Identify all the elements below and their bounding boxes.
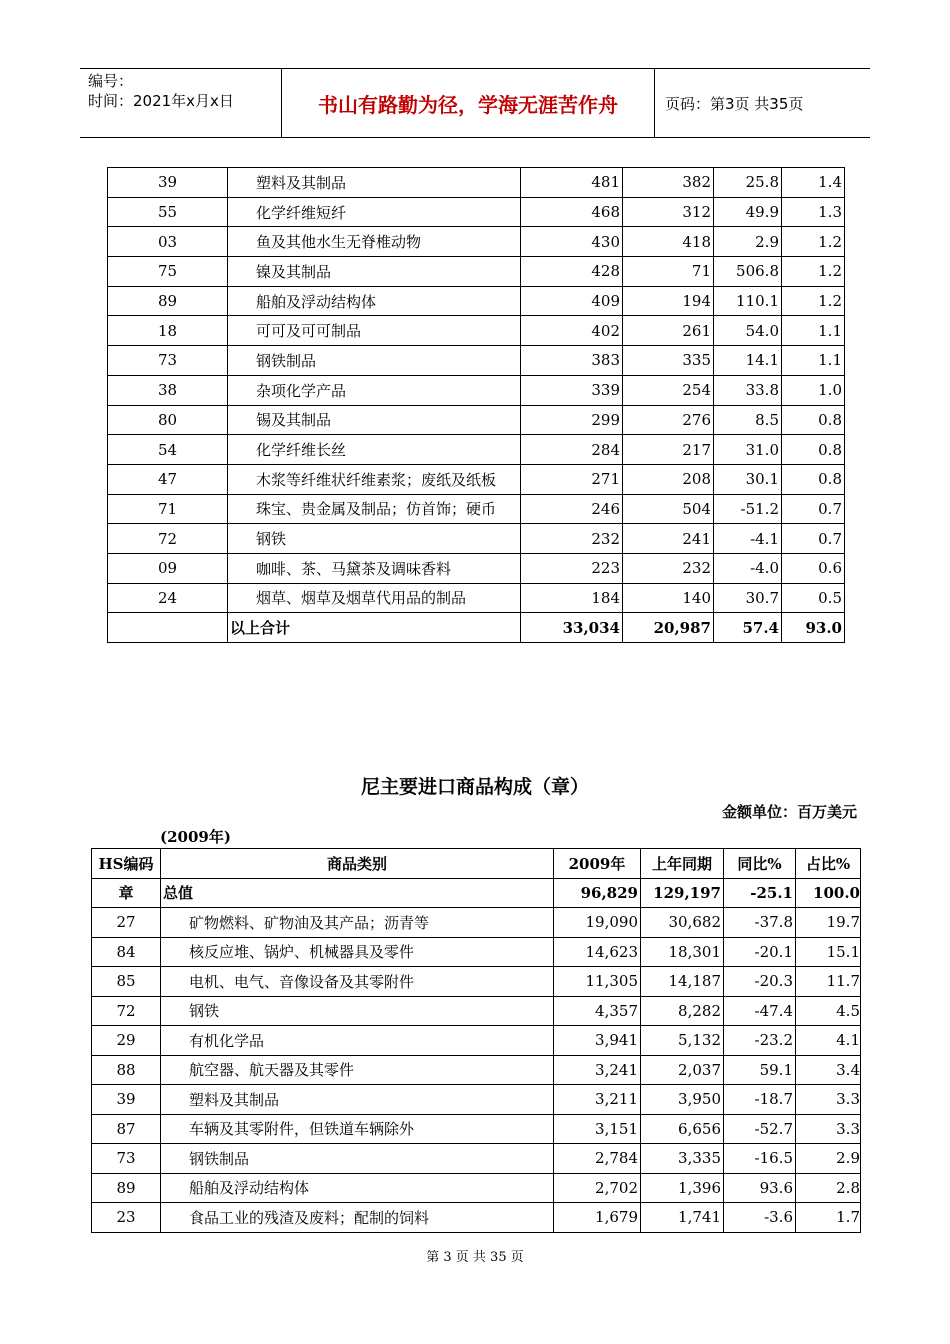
- share-percent: 11.7: [796, 967, 861, 997]
- hs-code: 24: [108, 583, 228, 613]
- share-percent: 15.1: [796, 937, 861, 967]
- category-name: 化学纤维短纤: [228, 197, 521, 227]
- hs-code: 84: [92, 937, 161, 967]
- table-row: [108, 375, 845, 405]
- value-2009: 409: [521, 286, 623, 316]
- hs-code: 89: [108, 286, 228, 316]
- yoy-percent: -18.7: [724, 1085, 796, 1115]
- table-row: [92, 1144, 861, 1174]
- yoy-percent: 31.0: [714, 435, 782, 465]
- value-2009: 430: [521, 227, 623, 257]
- header-slogan: 书山有路勤为径，学海无涯苦作舟: [282, 69, 655, 137]
- table-row: [92, 1055, 861, 1085]
- yoy-percent: 57.4: [714, 613, 782, 643]
- category-name: 航空器、航天器及其零件: [161, 1055, 554, 1085]
- value-prev-year: 18,301: [641, 937, 724, 967]
- hs-code: 29: [92, 1026, 161, 1056]
- yoy-percent: -20.3: [724, 967, 796, 997]
- hs-code: 87: [92, 1114, 161, 1144]
- hs-code: 89: [92, 1173, 161, 1203]
- value-prev-year: 20,987: [623, 613, 714, 643]
- category-name: 钢铁制品: [161, 1144, 554, 1174]
- yoy-percent: -37.8: [724, 908, 796, 938]
- yoy-percent: 30.7: [714, 583, 782, 613]
- hs-code: 85: [92, 967, 161, 997]
- value-2009: 271: [521, 464, 623, 494]
- total-prev-year: 129,197: [641, 878, 724, 908]
- share-percent: 1.1: [782, 346, 845, 376]
- share-percent: 1.2: [782, 257, 845, 287]
- total-name: 总值: [161, 878, 554, 908]
- value-2009: 468: [521, 197, 623, 227]
- hs-code: 73: [108, 346, 228, 376]
- value-prev-year: 335: [623, 346, 714, 376]
- category-name: 船舶及浮动结构体: [161, 1173, 554, 1203]
- hs-code: 09: [108, 553, 228, 583]
- category-name: 珠宝、贵金属及制品；仿首饰；硬币: [228, 494, 521, 524]
- value-prev-year: 261: [623, 316, 714, 346]
- header-meta: [80, 69, 282, 137]
- hs-code: 39: [108, 168, 228, 198]
- value-prev-year: 6,656: [641, 1114, 724, 1144]
- value-2009: 299: [521, 405, 623, 435]
- share-percent: 3.3: [796, 1114, 861, 1144]
- table-row: [92, 1114, 861, 1144]
- yoy-percent: -3.6: [724, 1203, 796, 1233]
- share-percent: 2.8: [796, 1173, 861, 1203]
- import-section-title: 尼主要进口商品构成（章）: [360, 776, 589, 798]
- share-percent: 0.8: [782, 435, 845, 465]
- page-footer: 第 3 页 共 35 页: [426, 1250, 524, 1265]
- document-number-label: 编号：: [88, 72, 134, 90]
- document-time-label: 时间：2021年x月x日: [88, 92, 234, 110]
- value-prev-year: 232: [623, 553, 714, 583]
- value-2009: 4,357: [554, 996, 641, 1026]
- category-name: 电机、电气、音像设备及其零附件: [161, 967, 554, 997]
- export-commodities-table: [107, 167, 845, 643]
- hs-code: 27: [92, 908, 161, 938]
- value-2009: 284: [521, 435, 623, 465]
- yoy-percent: -51.2: [714, 494, 782, 524]
- value-prev-year: 1,396: [641, 1173, 724, 1203]
- table-row: [92, 908, 861, 938]
- value-prev-year: 14,187: [641, 967, 724, 997]
- header-prev-year: 上年同期: [641, 849, 724, 879]
- currency-unit-label: 金额单位：百万美元: [722, 803, 858, 821]
- value-2009: 246: [521, 494, 623, 524]
- value-2009: 223: [521, 553, 623, 583]
- category-name: 镍及其制品: [228, 257, 521, 287]
- yoy-percent: -16.5: [724, 1144, 796, 1174]
- hs-code: 38: [108, 375, 228, 405]
- value-2009: 3,241: [554, 1055, 641, 1085]
- value-2009: 184: [521, 583, 623, 613]
- total-code: 章: [92, 878, 161, 908]
- hs-code: 03: [108, 227, 228, 257]
- value-prev-year: 254: [623, 375, 714, 405]
- value-prev-year: 3,950: [641, 1085, 724, 1115]
- value-2009: 11,305: [554, 967, 641, 997]
- value-2009: 428: [521, 257, 623, 287]
- table-row: [108, 346, 845, 376]
- value-prev-year: 504: [623, 494, 714, 524]
- yoy-percent: 49.9: [714, 197, 782, 227]
- hs-code: 47: [108, 464, 228, 494]
- value-prev-year: 194: [623, 286, 714, 316]
- table-row: [92, 1173, 861, 1203]
- page-header: [80, 68, 870, 138]
- value-2009: 481: [521, 168, 623, 198]
- value-prev-year: 418: [623, 227, 714, 257]
- category-name: 可可及可可制品: [228, 316, 521, 346]
- export-table-body: [108, 168, 845, 643]
- table-row: [92, 1026, 861, 1056]
- category-name: 车辆及其零附件，但铁道车辆除外: [161, 1114, 554, 1144]
- yoy-percent: 33.8: [714, 375, 782, 405]
- table-row: [108, 257, 845, 287]
- share-percent: 1.2: [782, 286, 845, 316]
- value-2009: 3,151: [554, 1114, 641, 1144]
- value-2009: 383: [521, 346, 623, 376]
- total-row: [92, 878, 861, 908]
- share-percent: 1.1: [782, 316, 845, 346]
- value-prev-year: 312: [623, 197, 714, 227]
- category-name: 矿物燃料、矿物油及其产品；沥青等: [161, 908, 554, 938]
- hs-code: 75: [108, 257, 228, 287]
- table-row: [108, 197, 845, 227]
- category-name: 鱼及其他水生无脊椎动物: [228, 227, 521, 257]
- value-prev-year: 140: [623, 583, 714, 613]
- share-percent: 19.7: [796, 908, 861, 938]
- share-percent: 4.1: [796, 1026, 861, 1056]
- share-percent: 0.7: [782, 494, 845, 524]
- table-row: [92, 996, 861, 1026]
- value-prev-year: 71: [623, 257, 714, 287]
- share-percent: 3.4: [796, 1055, 861, 1085]
- yoy-percent: 25.8: [714, 168, 782, 198]
- import-commodities-table: [91, 848, 861, 1233]
- category-name: 塑料及其制品: [161, 1085, 554, 1115]
- header-hs-code: HS编码: [92, 849, 161, 879]
- share-percent: 3.3: [796, 1085, 861, 1115]
- yoy-percent: 8.5: [714, 405, 782, 435]
- yoy-percent: -52.7: [724, 1114, 796, 1144]
- hs-code: 18: [108, 316, 228, 346]
- share-percent: 0.8: [782, 405, 845, 435]
- table-row: [108, 494, 845, 524]
- table-row: [92, 967, 861, 997]
- yoy-percent: -23.2: [724, 1026, 796, 1056]
- share-percent: 1.4: [782, 168, 845, 198]
- table-row: [108, 464, 845, 494]
- yoy-percent: 30.1: [714, 464, 782, 494]
- year-label: (2009年): [160, 828, 231, 846]
- value-prev-year: 30,682: [641, 908, 724, 938]
- table-row: [108, 286, 845, 316]
- share-percent: 0.5: [782, 583, 845, 613]
- yoy-percent: -20.1: [724, 937, 796, 967]
- yoy-percent: 93.6: [724, 1173, 796, 1203]
- share-percent: 0.7: [782, 524, 845, 554]
- category-name: 钢铁: [228, 524, 521, 554]
- category-name: 烟草、烟草及烟草代用品的制品: [228, 583, 521, 613]
- header-category: 商品类别: [161, 849, 554, 879]
- value-prev-year: 2,037: [641, 1055, 724, 1085]
- category-name: 以上合计: [228, 613, 521, 643]
- value-2009: 19,090: [554, 908, 641, 938]
- hs-code: 55: [108, 197, 228, 227]
- category-name: 杂项化学产品: [228, 375, 521, 405]
- total-share: 100.0: [796, 878, 861, 908]
- value-prev-year: 241: [623, 524, 714, 554]
- value-prev-year: 5,132: [641, 1026, 724, 1056]
- value-2009: 1,679: [554, 1203, 641, 1233]
- category-name: 木浆等纤维状纤维素浆；废纸及纸板: [228, 464, 521, 494]
- hs-code: 54: [108, 435, 228, 465]
- category-name: 钢铁制品: [228, 346, 521, 376]
- category-name: 锡及其制品: [228, 405, 521, 435]
- share-percent: 93.0: [782, 613, 845, 643]
- category-name: 钢铁: [161, 996, 554, 1026]
- yoy-percent: -47.4: [724, 996, 796, 1026]
- yoy-percent: 506.8: [714, 257, 782, 287]
- table-row: [92, 1203, 861, 1233]
- hs-code: 73: [92, 1144, 161, 1174]
- value-2009: 3,211: [554, 1085, 641, 1115]
- value-2009: 402: [521, 316, 623, 346]
- share-percent: 1.0: [782, 375, 845, 405]
- header-2009: 2009年: [554, 849, 641, 879]
- table-row: [108, 405, 845, 435]
- total-row: [108, 613, 845, 643]
- value-2009: 2,702: [554, 1173, 641, 1203]
- hs-code: 71: [108, 494, 228, 524]
- table-row: [108, 227, 845, 257]
- value-prev-year: 208: [623, 464, 714, 494]
- table-row: [108, 316, 845, 346]
- share-percent: 4.5: [796, 996, 861, 1026]
- share-percent: 2.9: [796, 1144, 861, 1174]
- hs-code: 23: [92, 1203, 161, 1233]
- hs-code: 72: [108, 524, 228, 554]
- total-2009: 96,829: [554, 878, 641, 908]
- yoy-percent: 2.9: [714, 227, 782, 257]
- hs-code: 88: [92, 1055, 161, 1085]
- import-table-body: [92, 849, 861, 1233]
- hs-code: 72: [92, 996, 161, 1026]
- category-name: 咖啡、茶、马黛茶及调味香料: [228, 553, 521, 583]
- category-name: 有机化学品: [161, 1026, 554, 1056]
- yoy-percent: 14.1: [714, 346, 782, 376]
- category-name: 船舶及浮动结构体: [228, 286, 521, 316]
- value-2009: 14,623: [554, 937, 641, 967]
- total-yoy: -25.1: [724, 878, 796, 908]
- category-name: 塑料及其制品: [228, 168, 521, 198]
- yoy-percent: 54.0: [714, 316, 782, 346]
- category-name: 核反应堆、锅炉、机械器具及零件: [161, 937, 554, 967]
- value-2009: 3,941: [554, 1026, 641, 1056]
- table-row: [108, 524, 845, 554]
- share-percent: 1.7: [796, 1203, 861, 1233]
- table-row: [108, 583, 845, 613]
- value-prev-year: 1,741: [641, 1203, 724, 1233]
- value-prev-year: 217: [623, 435, 714, 465]
- value-2009: 232: [521, 524, 623, 554]
- header-share: 占比%: [796, 849, 861, 879]
- share-percent: 1.2: [782, 227, 845, 257]
- table-header-row: [92, 849, 861, 879]
- value-2009: 2,784: [554, 1144, 641, 1174]
- header-yoy: 同比%: [724, 849, 796, 879]
- value-2009: 33,034: [521, 613, 623, 643]
- value-prev-year: 3,335: [641, 1144, 724, 1174]
- category-name: 食品工业的残渣及废料；配制的饲料: [161, 1203, 554, 1233]
- header-page-label: 页码：第3页 共35页: [665, 94, 804, 113]
- value-2009: 339: [521, 375, 623, 405]
- hs-code: 39: [92, 1085, 161, 1115]
- value-prev-year: 382: [623, 168, 714, 198]
- value-prev-year: 276: [623, 405, 714, 435]
- yoy-percent: 59.1: [724, 1055, 796, 1085]
- share-percent: 0.8: [782, 464, 845, 494]
- yoy-percent: -4.1: [714, 524, 782, 554]
- hs-code: 80: [108, 405, 228, 435]
- share-percent: 0.6: [782, 553, 845, 583]
- yoy-percent: 110.1: [714, 286, 782, 316]
- table-row: [92, 937, 861, 967]
- table-row: [108, 553, 845, 583]
- table-row: [108, 435, 845, 465]
- table-row: [108, 168, 845, 198]
- hs-code: [108, 613, 228, 643]
- share-percent: 1.3: [782, 197, 845, 227]
- value-prev-year: 8,282: [641, 996, 724, 1026]
- table-row: [92, 1085, 861, 1115]
- category-name: 化学纤维长丝: [228, 435, 521, 465]
- yoy-percent: -4.0: [714, 553, 782, 583]
